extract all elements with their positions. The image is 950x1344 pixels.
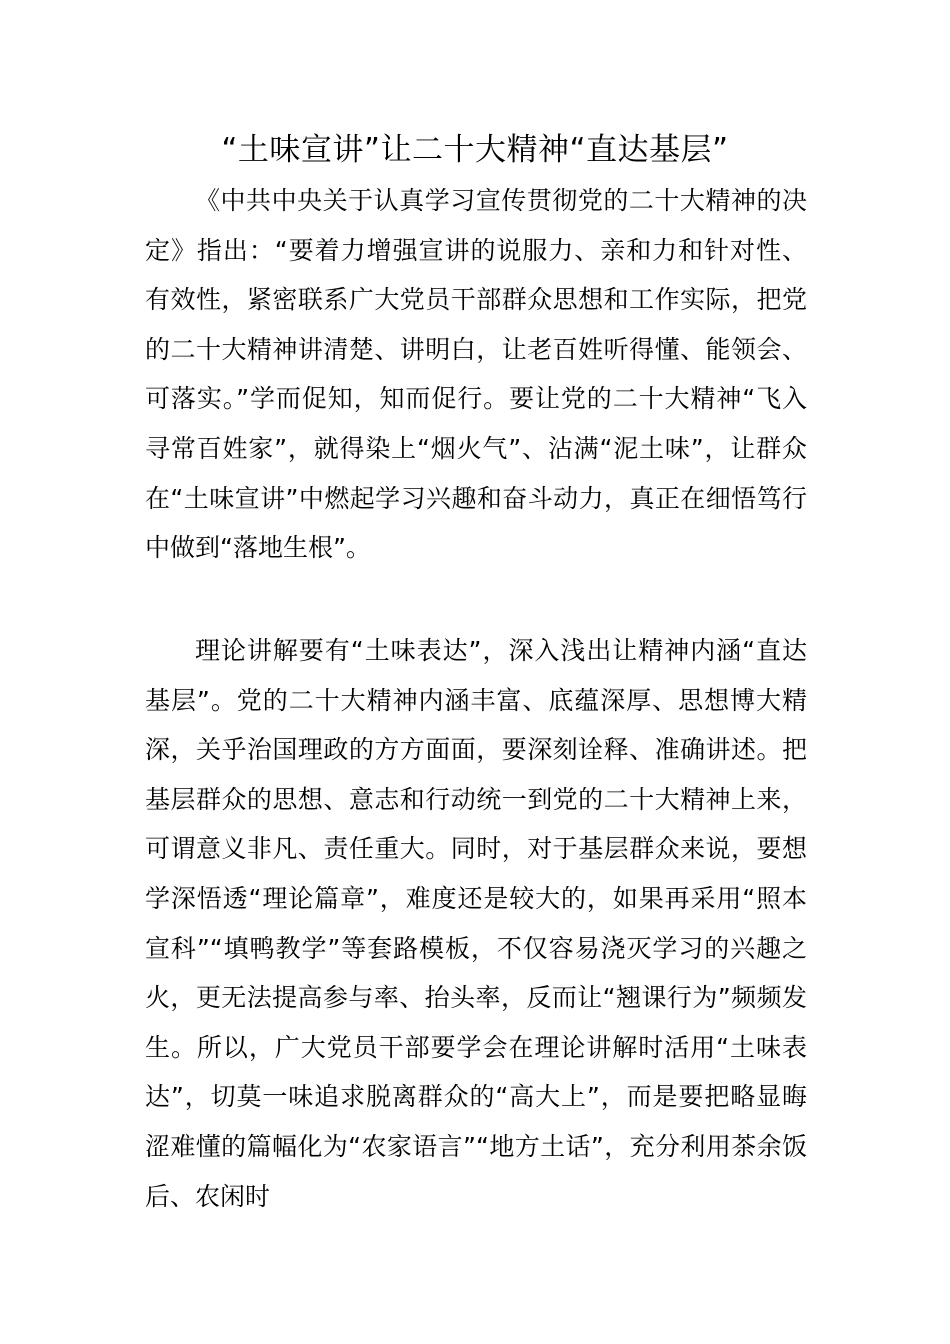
paragraph-intro: 《中共中央关于认真学习宣传贯彻党的二十大精神的决定》指出：“要着力增强宣讲的说服力、亲和力和针对性、有效性，紧密联系广大党员干部群众思想和工作实际，把党的二十大精神讲清楚、讲明白，让老百姓听得懂、能领会、可落实。”学而促知，知而促行。要让党的二十大精神“飞入寻常百姓家”，就得染上“烟火气”、沾满“泥土味”，让群众在“土味宣讲”中燃起学习兴趣和奋斗动力，真正在细悟笃行中做到“落地生根”。: [145, 186, 807, 563]
document-title: “土味宣讲”让二十大精神“直达基层”: [221, 132, 729, 168]
paragraph-theory: 理论讲解要有“土味表达”，深入浅出让精神内涵“直达基层”。党的二十大精神内涵丰富、底蕴深厚、思想博大精深，关乎治国理政的方方面面，要深刻诠释、准确讲述。把基层群众的思想、意志和行动统一到党的二十大精神上来，可谓意义非凡、责任重大。同时，对于基层群众来说，要想学深悟透“理论篇章”，难度还是较大的，如果再采用“照本宣科”“填鸭教学”等套路模板，不仅容易浇灭学习的兴趣之火，更无法提高参与率、抬头率，反而让“翘课行为”频频发生。所以，广大党员干部要学会在理论讲解时活用“土味表达”，切莫一味追求脱离群众的“高大上”，而是要把略显晦涩难懂的篇幅化为“农家语言”“地方土话”，充分利用茶余饭后、农闲时: [145, 636, 807, 1211]
